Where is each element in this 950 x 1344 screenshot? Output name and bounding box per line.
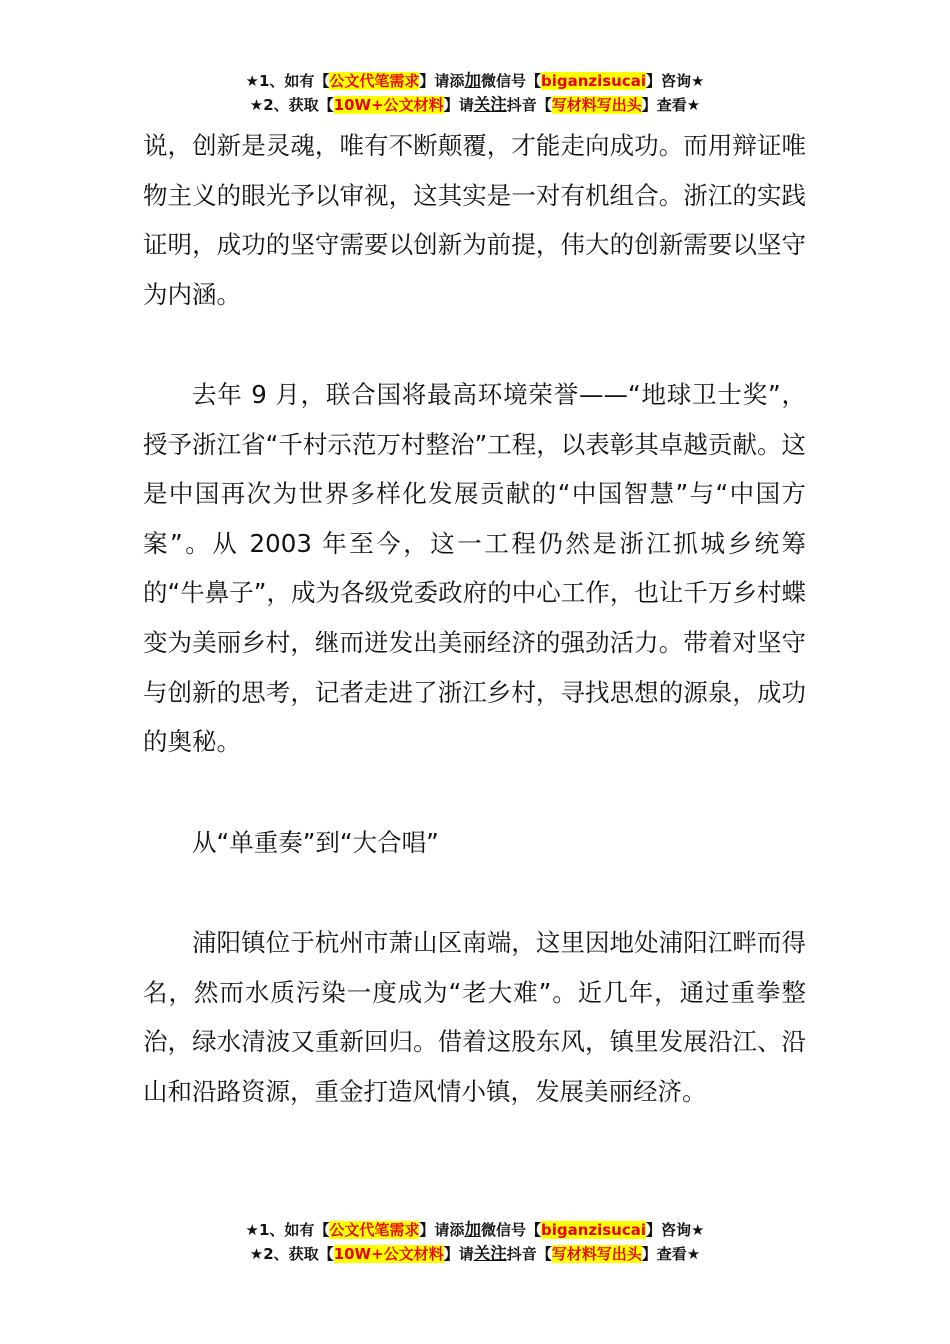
promo-line-1: ★1、如有【公文代笔需求】请添加微信号【biganzisucai】咨询★ xyxy=(245,71,705,90)
highlight-materials: 10W+公文材料 xyxy=(333,1245,444,1263)
highlight-douyin: 写材料写出头 xyxy=(551,1245,642,1263)
promo-line-2: ★2、获取【10W+公文材料】请关注抖音【写材料写出头】查看★ xyxy=(249,1244,701,1263)
highlight-douyin: 写材料写出头 xyxy=(551,96,642,114)
highlight-wechat-id: biganzisucai xyxy=(540,1221,647,1239)
promo-line-1: ★1、如有【公文代笔需求】请添加微信号【biganzisucai】咨询★ xyxy=(245,1220,705,1239)
paragraph-2: 去年 9 月，联合国将最高环境荣誉——“地球卫士奖”，授予浙江省“千村示范万村整治”工程，以表彰其卓越贡献。这是中国再次为世界多样化发展贡献的“中国智慧”与“中国方案”。从 2003 年至今，这一工程仍然是浙江抓城乡统筹的“牛鼻子”，成为各级党委政府的中心工作，也让千万乡村蝶变为美丽乡村，继而迸发出美丽经济的强劲活力。带着对坚守与创新的思考，记者走进了浙江乡村，寻找思想的源泉，成功的奥秘。 xyxy=(143,380,806,757)
highlight-service: 公文代笔需求 xyxy=(329,72,420,90)
promo-banner-top xyxy=(0,69,950,117)
highlight-service: 公文代笔需求 xyxy=(329,1221,420,1239)
paragraph-3: 浦阳镇位于杭州市萧山区南端，这里因地处浦阳江畔而得名，然而水质污染一度成为“老大难”。近几年，通过重拳整治，绿水清波又重新回归。借着这股东风，镇里发展沿江、沿山和沿路资源，重金打造风情小镇，发展美丽经济。 xyxy=(143,928,806,1106)
highlight-materials: 10W+公文材料 xyxy=(333,96,444,114)
promo-banner-bottom xyxy=(0,1218,950,1266)
highlight-wechat-id: biganzisucai xyxy=(540,72,647,90)
promo-line-2: ★2、获取【10W+公文材料】请关注抖音【写材料写出头】查看★ xyxy=(249,95,701,114)
paragraph-1: 说，创新是灵魂，唯有不断颠覆，才能走向成功。而用辩证唯物主义的眼光予以审视，这其实是一对有机组合。浙江的实践证明，成功的坚守需要以创新为前提，伟大的创新需要以坚守为内涵。 xyxy=(143,131,806,309)
section-heading: 从“单重奏”到“大合唱” xyxy=(192,828,439,857)
